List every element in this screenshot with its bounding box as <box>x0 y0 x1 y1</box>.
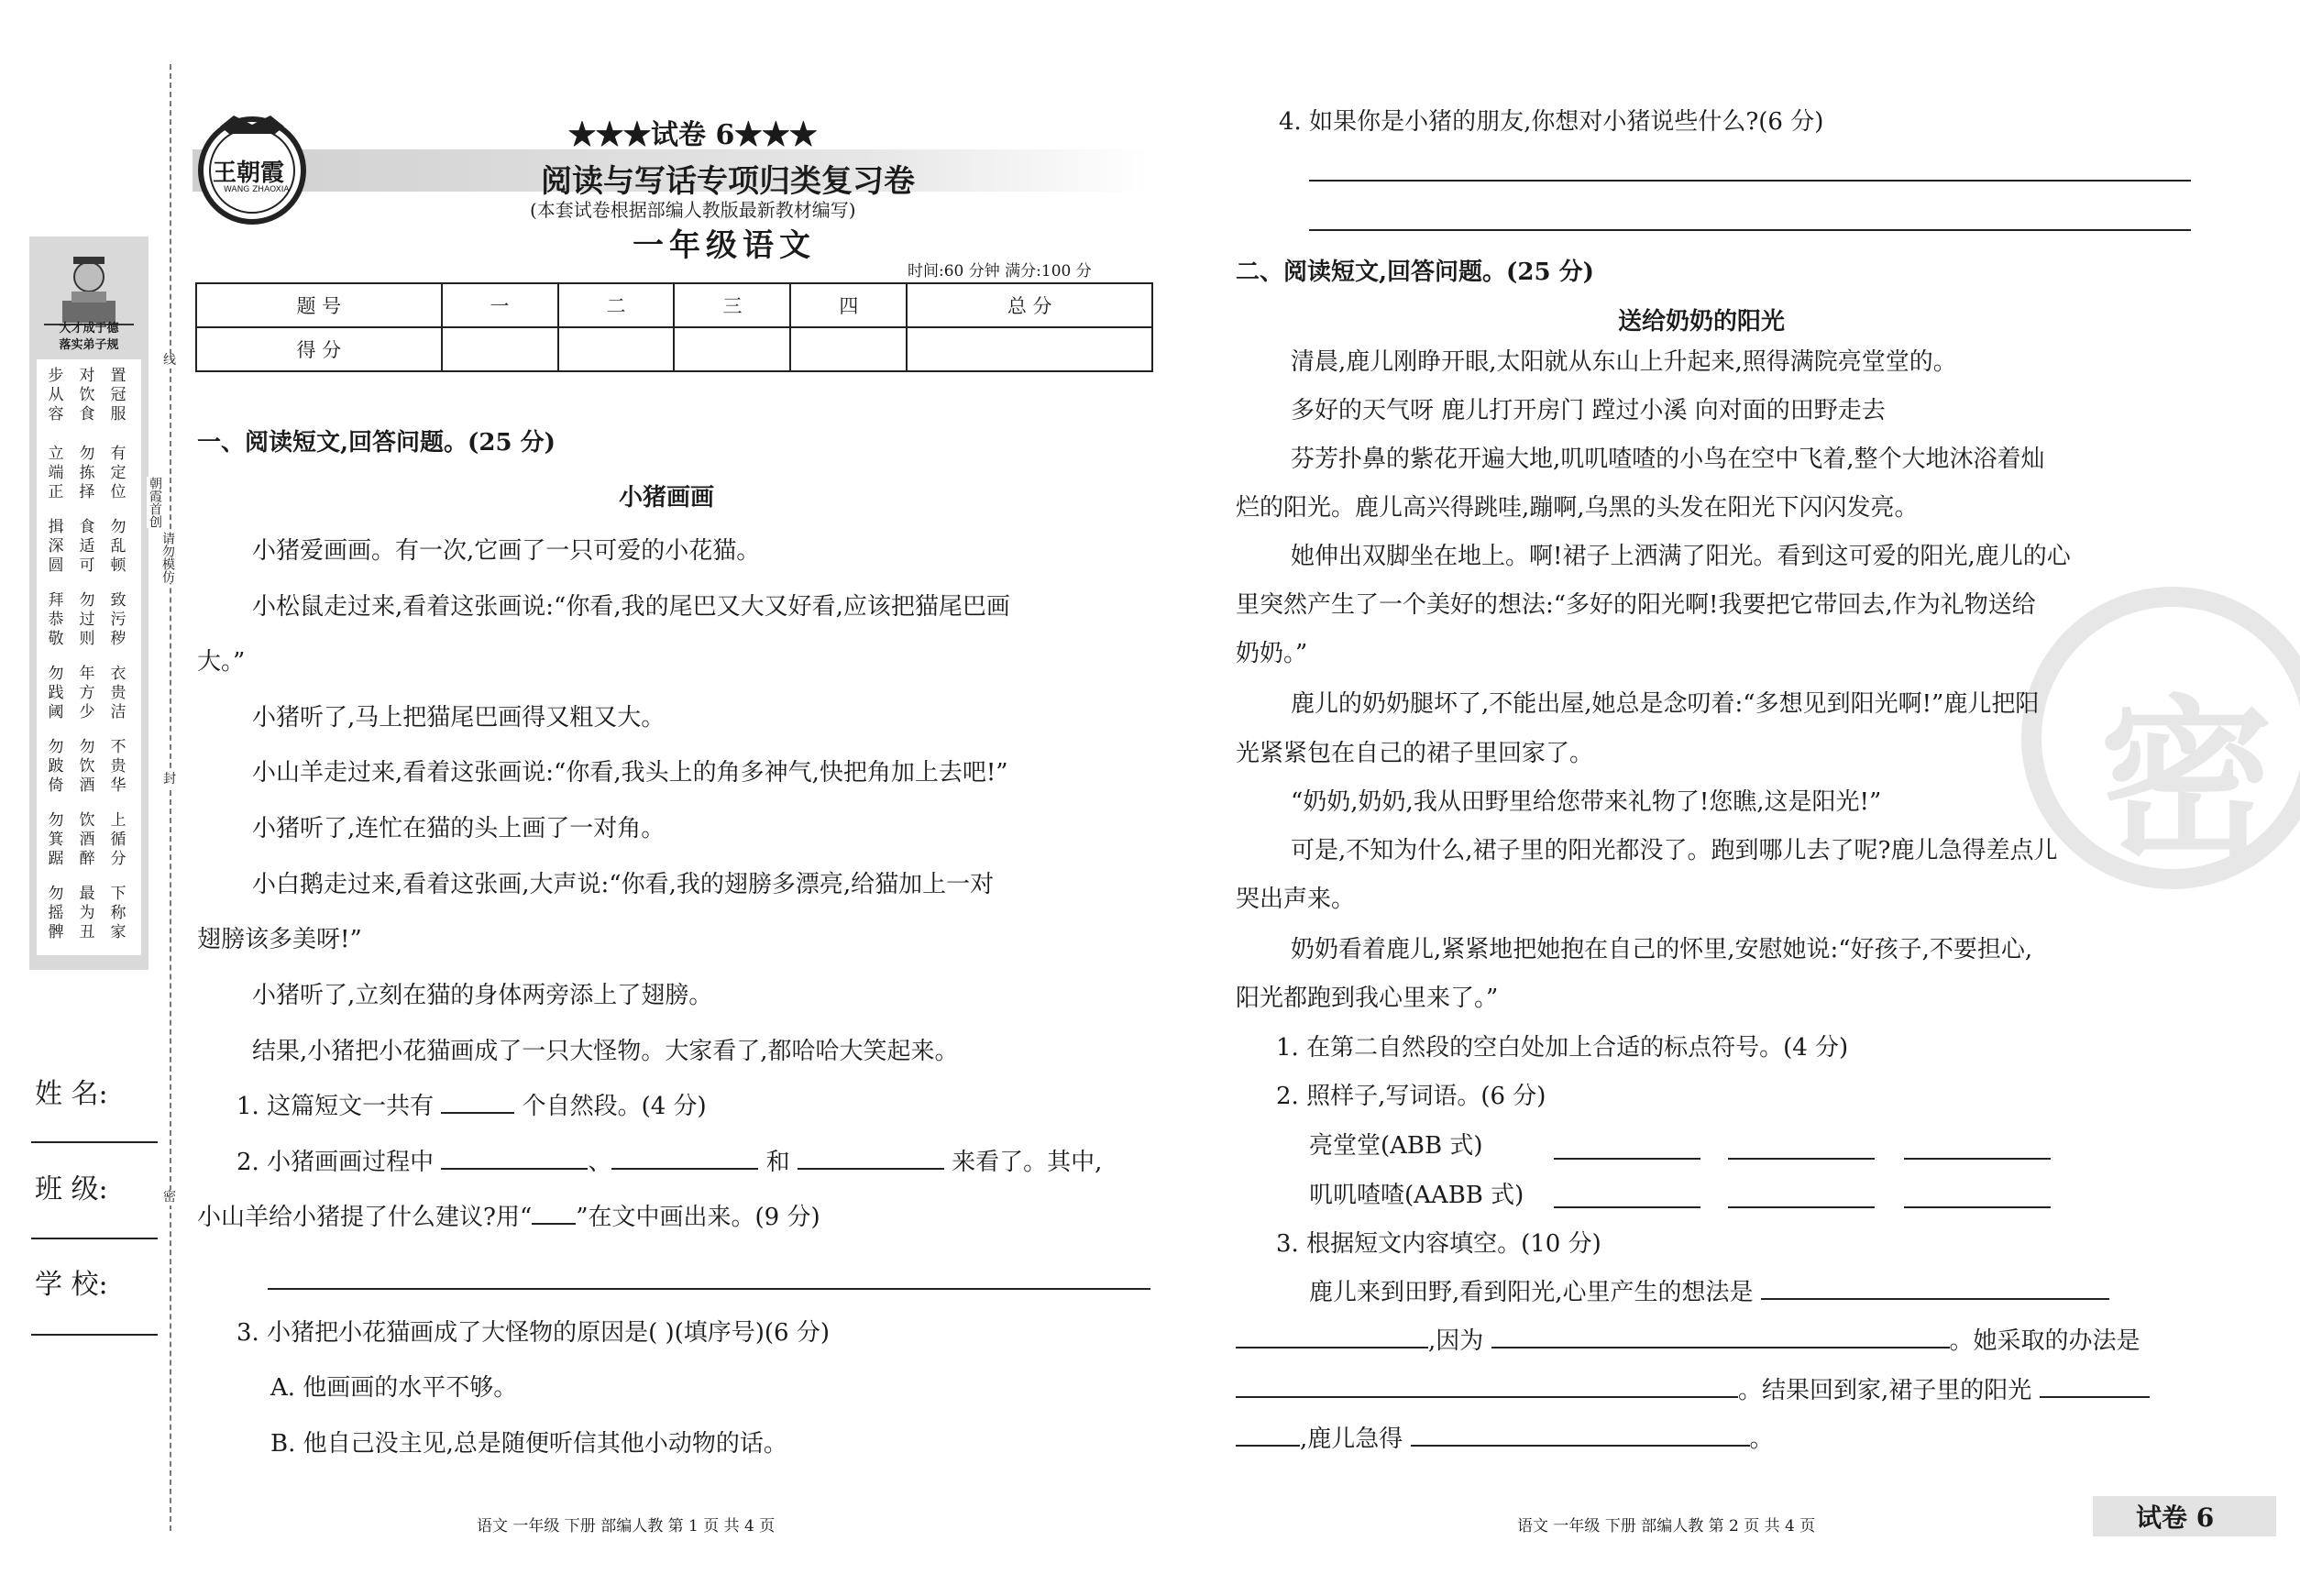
paragraph: 小白鹅走过来,看着这张画,大声说:“你看,我的翅膀多漂亮,给猫加上一对 <box>252 871 995 898</box>
rule-column: 置 冠 服 <box>110 367 127 424</box>
rule-column: 最 为 丑 <box>79 885 95 941</box>
answer-blank[interactable] <box>441 1090 514 1114</box>
paragraph: 鹿儿的奶奶腿坏了,不能出屋,她总是念叨着:“多想见到阳光啊!”鹿儿把阳 <box>1291 690 2040 718</box>
example-aabb: 叽叽喳喳(AABB 式) <box>1309 1182 1524 1209</box>
fill-text: 鹿儿来到田野,看到阳光,心里产生的想法是 <box>1309 1279 1754 1306</box>
question-2-pre: 2. 小猪画画过程中 <box>237 1149 435 1176</box>
right-question-3-line-4 <box>1236 1414 1774 1464</box>
section-2-title: 二、阅读短文,回答问题。(25 分) <box>1236 259 1594 286</box>
answer-line[interactable] <box>1904 1158 2051 1160</box>
footer-left: 语文 一年级 下册 部编人教 第 1 页 共 4 页 <box>477 1517 776 1535</box>
underline-mark-sample <box>532 1201 576 1225</box>
question-1-pre: 1. 这篇短文一共有 <box>237 1093 435 1120</box>
question-2-line-2b: ”在文中画出来。(9 分) <box>576 1204 820 1231</box>
option-b: B. 他自己没主见,总是随便听信其他小动物的话。 <box>270 1430 787 1458</box>
binding-line <box>170 64 171 1531</box>
question-2-sep: 、 <box>588 1149 612 1176</box>
paragraph: 小猪听了,连忙在猫的头上画了一对角。 <box>252 815 666 842</box>
answer-line[interactable] <box>268 1288 1150 1290</box>
story-2-title: 送给奶奶的阳光 <box>1618 308 1786 336</box>
answer-line[interactable] <box>1728 1206 1875 1208</box>
answer-line[interactable] <box>1554 1158 1700 1160</box>
rule-column: 立 端 正 <box>48 445 64 501</box>
rule-column: 饮 酒 醉 <box>79 811 95 868</box>
table-cell: 四 <box>790 283 907 327</box>
rule-column: 勿 摇 髀 <box>48 885 64 941</box>
paragraph: 清晨,鹿儿刚睁开眼,太阳就从东山上升起来,照得满院亮堂堂的。 <box>1291 348 1957 376</box>
right-question-3: 3. 根据短文内容填空。(10 分) <box>1276 1230 1601 1258</box>
rule-column: 勿 拣 择 <box>79 445 95 501</box>
right-question-2-b <box>1309 1171 1524 1220</box>
rule-column: 揖 深 圆 <box>48 518 64 575</box>
rule-column: 勿 饮 酒 <box>79 738 95 795</box>
paragraph: 多好的天气呀 鹿儿打开房门 蹚过小溪 向对面的田野走去 <box>1291 397 1886 424</box>
motto-line-1: 大才成于德 <box>59 322 119 336</box>
paragraph: “奶奶,奶奶,我从田野里给您带来礼物了!您瞧,这是阳光!” <box>1291 788 1882 816</box>
paragraph: 小猪听了,立刻在猫的身体两旁添上了翅膀。 <box>252 982 713 1009</box>
paragraph: 可是,不知为什么,裙子里的阳光都没了。跑到哪儿去了呢?鹿儿急得差点儿 <box>1291 837 2058 864</box>
table-cell: 三 <box>674 283 790 327</box>
answer-blank[interactable] <box>2040 1374 2150 1398</box>
answer-line[interactable] <box>1554 1206 1700 1208</box>
answer-line[interactable] <box>1309 229 2191 231</box>
right-question-2-a <box>1309 1121 1483 1171</box>
question-2-line-2 <box>197 1190 820 1245</box>
paragraph: 里突然产生了一个美好的想法:“多好的阳光啊!我要把它带回去,作为礼物送给 <box>1236 591 2036 619</box>
score-table-score-row <box>196 327 1152 371</box>
question-4: 4. 如果你是小猪的朋友,你想对小猪说些什么?(6 分) <box>1279 108 1824 136</box>
score-table <box>195 282 1153 372</box>
name-label: 姓 名: <box>35 1078 108 1110</box>
paragraph: 烂的阳光。鹿儿高兴得跳哇,蹦啊,乌黑的头发在阳光下闪闪发亮。 <box>1236 494 1919 522</box>
question-2-and: 和 <box>765 1149 790 1176</box>
paragraph: 光紧紧包在自己的裙子里回家了。 <box>1236 740 1594 767</box>
paragraph: 奶奶。” <box>1236 640 1308 667</box>
fill-text: ,因为 <box>1428 1327 1484 1355</box>
paragraph: 小山羊走过来,看着这张画说:“你看,我头上的角多神气,快把角加上去吧!” <box>252 759 1008 787</box>
story-1-title: 小猪画画 <box>619 484 715 512</box>
answer-blank[interactable] <box>1236 1325 1428 1348</box>
rule-column: 致 污 秽 <box>110 591 127 648</box>
paragraph: 小猪爱画画。有一次,它画了一只可爱的小花猫。 <box>252 537 761 565</box>
score-cell[interactable] <box>442 327 558 371</box>
table-cell: 总 分 <box>907 283 1152 327</box>
answer-blank[interactable] <box>441 1146 588 1170</box>
rule-column: 对 饮 食 <box>79 367 95 424</box>
answer-blank[interactable] <box>1491 1325 1950 1348</box>
right-question-3-line-1 <box>1309 1268 2109 1317</box>
right-question-2: 2. 照样子,写词语。(6 分) <box>1276 1083 1546 1110</box>
binding-label-mi: 密 <box>160 1190 180 1205</box>
answer-blank[interactable] <box>1236 1423 1300 1447</box>
rule-column: 食 适 可 <box>79 518 95 575</box>
score-cell[interactable] <box>907 327 1152 371</box>
question-2 <box>237 1135 1102 1190</box>
class-label: 班 级: <box>35 1173 108 1205</box>
paragraph: 阳光都跑到我心里来了。” <box>1236 985 1499 1012</box>
binding-label-feng: 封 <box>160 772 180 787</box>
fill-text: 。她采取的办法是 <box>1949 1327 2140 1355</box>
answer-blank[interactable] <box>611 1146 758 1170</box>
rule-column: 下 称 家 <box>110 885 127 941</box>
paragraph: 翅膀该多美呀!” <box>197 926 362 953</box>
fill-text: 。 <box>1749 1425 1774 1453</box>
answer-blank[interactable] <box>798 1146 944 1170</box>
logo-subtext: WANG ZHAOXIA <box>224 185 290 194</box>
rule-column: 勿 乱 顿 <box>110 518 127 575</box>
table-cell: 一 <box>442 283 558 327</box>
paper-subtitle: (本套试卷根据部编人教版最新教材编写) <box>530 199 856 221</box>
option-a: A. 他画画的水平不够。 <box>270 1374 518 1402</box>
vertical-note-2: 请勿模仿 <box>160 532 175 583</box>
rule-column: 勿 跛 倚 <box>48 738 64 795</box>
paragraph: 小猪听了,马上把猫尾巴画得又粗又大。 <box>252 704 666 732</box>
motto <box>35 321 143 354</box>
table-cell: 题 号 <box>196 283 442 327</box>
section-1-title: 一、阅读短文,回答问题。(25 分) <box>197 429 556 457</box>
rule-column: 步 从 容 <box>48 367 64 424</box>
example-abb: 亮堂堂(ABB 式) <box>1309 1132 1483 1160</box>
school-field[interactable] <box>31 1334 158 1336</box>
school-label: 学 校: <box>35 1269 108 1301</box>
answer-blank[interactable] <box>1236 1374 1738 1398</box>
vertical-note-1: 朝霞首创 <box>148 477 162 528</box>
score-cell[interactable] <box>790 327 907 371</box>
paragraph: 芬芳扑鼻的紫花开遍大地,叽叽喳喳的小鸟在空中飞着,整个大地沐浴着灿 <box>1291 446 2045 473</box>
motto-line-2: 落实弟子规 <box>59 338 119 352</box>
scholar-illustration <box>35 248 143 328</box>
score-cell[interactable] <box>558 327 675 371</box>
seal-char: 密 <box>2099 678 2274 883</box>
rule-column: 勿 过 则 <box>79 591 95 648</box>
paragraph: 她伸出双脚坐在地上。啊!裙子上洒满了阳光。看到这可爱的阳光,鹿儿的心 <box>1291 543 2071 570</box>
table-cell: 二 <box>558 283 675 327</box>
question-3: 3. 小猪把小花猫画成了大怪物的原因是( )(填序号)(6 分) <box>237 1319 831 1347</box>
answer-blank[interactable] <box>1411 1423 1750 1447</box>
answer-blank[interactable] <box>1761 1276 2109 1300</box>
time-info: 时间:60 分钟 满分:100 分 <box>908 262 1092 281</box>
paragraph: 哭出声来。 <box>1236 886 1356 913</box>
rule-column: 衣 贵 洁 <box>110 665 127 721</box>
logo-text: 王朝霞 <box>213 160 285 187</box>
table-cell: 得 分 <box>196 327 442 371</box>
paragraph: 大。” <box>197 648 246 676</box>
question-2-post: 来看了。其中, <box>952 1149 1103 1176</box>
name-field[interactable] <box>31 1141 158 1143</box>
paragraph: 小松鼠走过来,看着这张画说:“你看,我的尾巴又大又好看,应该把猫尾巴画 <box>252 593 1010 621</box>
paper-number: ★★★试卷 6★★★ <box>568 119 818 151</box>
paper-badge-text: 试卷 6 <box>2136 1502 2215 1533</box>
score-table-header-row <box>196 283 1152 327</box>
rule-column: 不 贵 华 <box>110 738 127 795</box>
footer-right: 语文 一年级 下册 部编人教 第 2 页 共 4 页 <box>1517 1517 1816 1535</box>
rule-column: 拜 恭 敬 <box>48 591 64 648</box>
question-1 <box>237 1079 707 1134</box>
paragraph: 结果,小猪把小花猫画成了一只大怪物。大家看了,都哈哈大笑起来。 <box>252 1038 959 1065</box>
answer-line[interactable] <box>1904 1206 2051 1208</box>
fill-text: ,鹿儿急得 <box>1300 1425 1403 1453</box>
rule-column: 上 循 分 <box>110 811 127 868</box>
rule-column: 勿 箕 踞 <box>48 811 64 868</box>
question-2-line-2a: 小山羊给小猪提了什么建议?用“ <box>197 1204 533 1231</box>
question-1-post: 个自然段。(4 分) <box>522 1093 707 1120</box>
rule-column: 有 定 位 <box>110 445 127 501</box>
right-question-3-line-2 <box>1236 1316 2140 1366</box>
class-field[interactable] <box>31 1238 158 1239</box>
right-question-1: 1. 在第二自然段的空白处加上合适的标点符号。(4 分) <box>1276 1034 1849 1062</box>
answer-line[interactable] <box>1728 1158 1875 1160</box>
paper-title: 阅读与写话专项归类复习卷 <box>541 163 915 200</box>
paper-grade: 一年级语文 <box>633 227 816 264</box>
binding-label-xian: 线 <box>160 353 180 369</box>
fill-text: 。结果回到家,裙子里的阳光 <box>1738 1377 2032 1404</box>
right-question-3-line-3 <box>1236 1366 2150 1415</box>
paragraph: 奶奶看着鹿儿,紧紧地把她抱在自己的怀里,安慰她说:“好孩子,不要担心, <box>1291 936 2033 963</box>
rule-column: 勿 践 阈 <box>48 665 64 721</box>
rule-column: 年 方 少 <box>79 665 95 721</box>
score-cell[interactable] <box>674 327 790 371</box>
answer-line[interactable] <box>1309 180 2191 182</box>
